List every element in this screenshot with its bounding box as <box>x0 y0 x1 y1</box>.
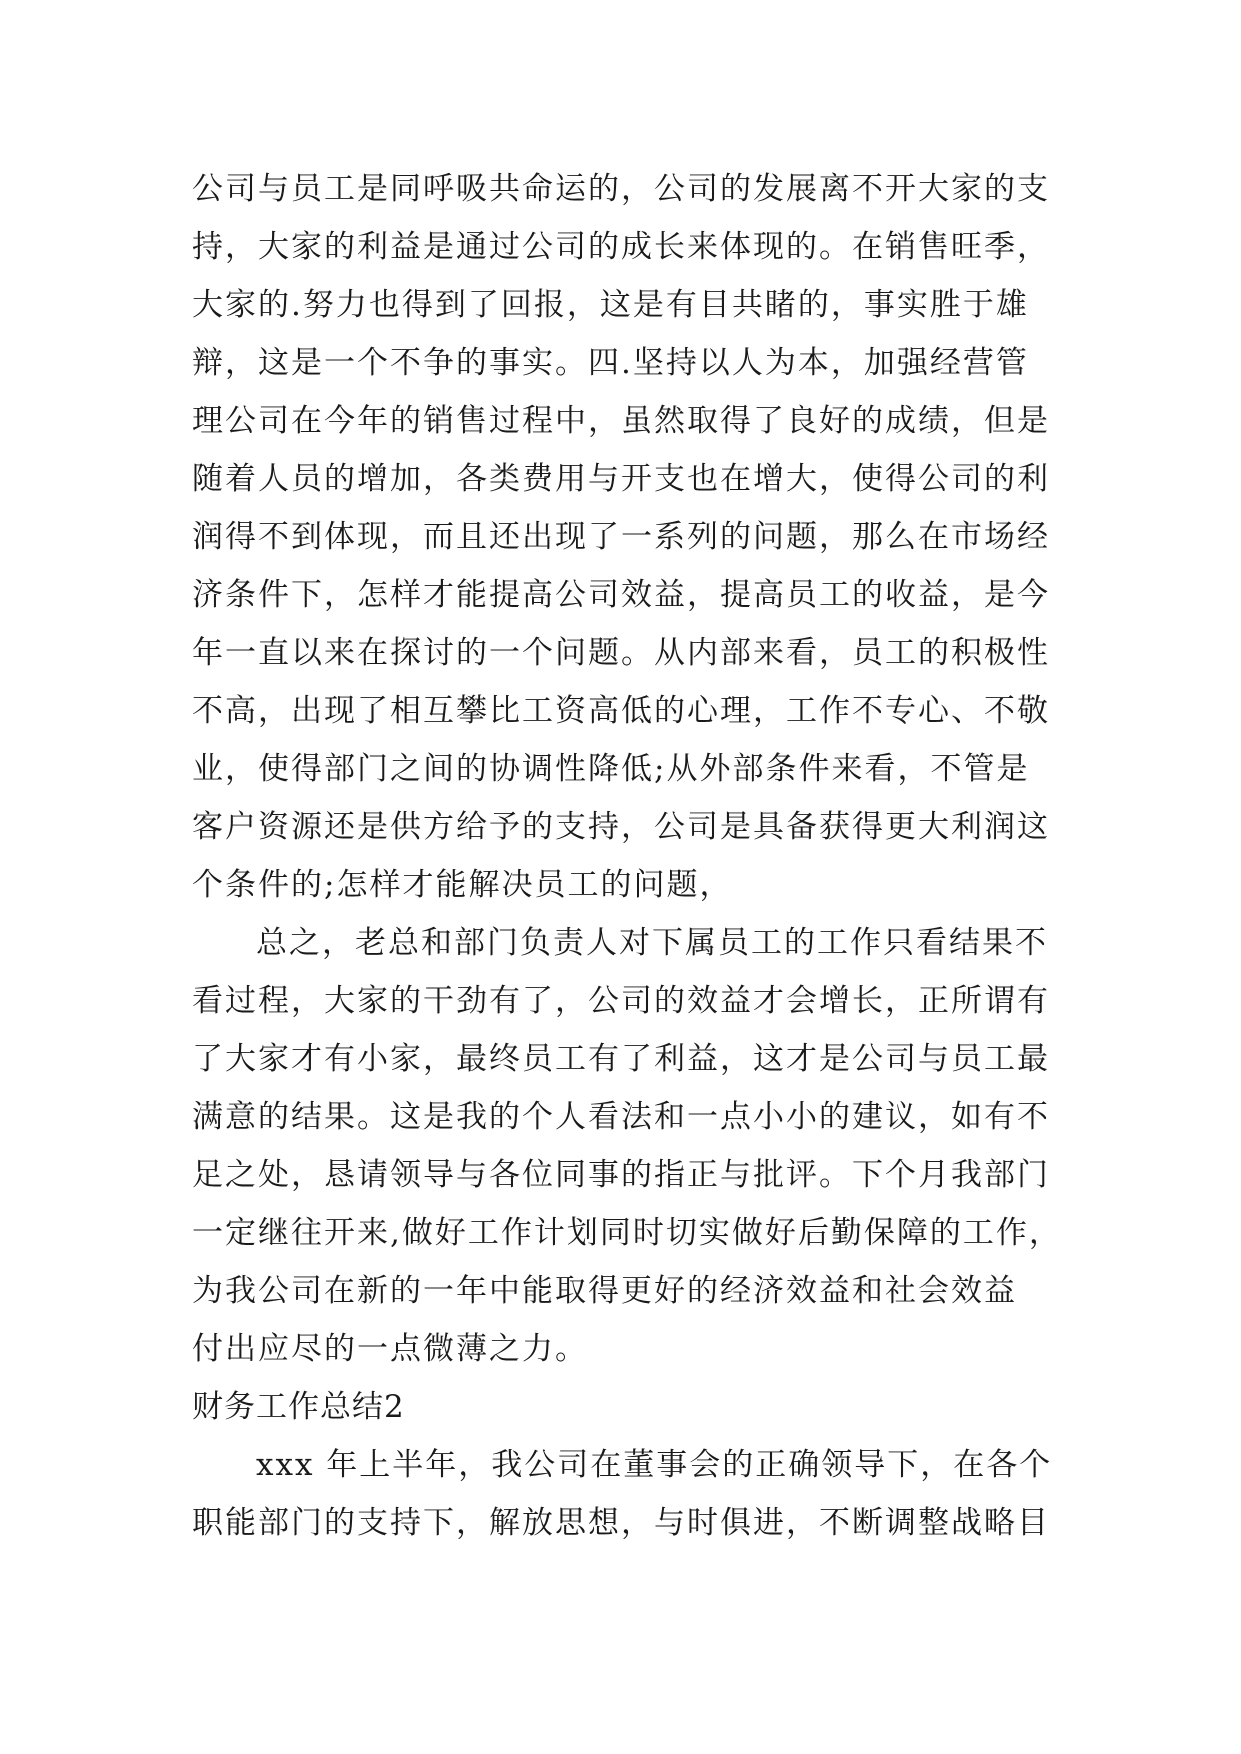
text-line: 付出应尽的一点微薄之力。 <box>192 1331 588 1367</box>
text-line: 看过程，大家的干劲有了，公司的效益才会增长，正所谓有 <box>192 983 1050 1019</box>
text-line: 客户资源还是供方给予的支持，公司是具备获得更大利润这 <box>192 809 1050 845</box>
text-line: 理公司在今年的销售过程中，虽然取得了良好的成绩，但是 <box>192 403 1050 439</box>
text-line: 公司与员工是同呼吸共命运的，公司的发展离不开大家的支 <box>192 171 1050 207</box>
paragraph-first-line: 总之，老总和部门负责人对下属员工的工作只看结果不 <box>256 925 1048 961</box>
text-line: 济条件下，怎样才能提高公司效益，提高员工的收益，是今 <box>192 577 1050 613</box>
text-line: 不高，出现了相互攀比工资高低的心理，工作不专心、不敬 <box>192 693 1050 729</box>
text-line: 了大家才有小家，最终员工有了利益，这才是公司与员工最 <box>192 1041 1050 1077</box>
text-line: 个条件的;怎样才能解决员工的问题， <box>192 867 733 903</box>
text-line: 持，大家的利益是通过公司的成长来体现的。在销售旺季， <box>192 229 1050 265</box>
text-line: 业，使得部门之间的协调性降低;从外部条件来看，不管是 <box>192 751 1030 787</box>
document-body <box>192 160 1072 1552</box>
text-line: 润得不到体现，而且还出现了一系列的问题，那么在市场经 <box>192 519 1050 555</box>
text-line: 大家的.努力也得到了回报，这是有目共睹的，事实胜于雄 <box>192 287 1029 323</box>
text-line: 一定继往开来,做好工作计划同时切实做好后勤保障的工作， <box>192 1215 1062 1251</box>
text-line: 职能部门的支持下，解放思想，与时俱进，不断调整战略目 <box>192 1505 1050 1541</box>
paragraph-first-line: xxx 年上半年，我公司在董事会的正确领导下，在各个 <box>256 1447 1053 1483</box>
text-line: 为我公司在新的一年中能取得更好的经济效益和社会效益 <box>192 1273 1017 1309</box>
text-line: 年一直以来在探讨的一个问题。从内部来看，员工的积极性 <box>192 635 1050 671</box>
section-heading: 财务工作总结2 <box>192 1389 405 1425</box>
text-line: 随着人员的增加，各类费用与开支也在增大，使得公司的利 <box>192 461 1050 497</box>
text-line: 辩，这是一个不争的事实。四.坚持以人为本，加强经营管 <box>192 345 1029 381</box>
text-line: 足之处，恳请领导与各位同事的指正与批评。下个月我部门 <box>192 1157 1050 1193</box>
text-line: 满意的结果。这是我的个人看法和一点小小的建议，如有不 <box>192 1099 1050 1135</box>
